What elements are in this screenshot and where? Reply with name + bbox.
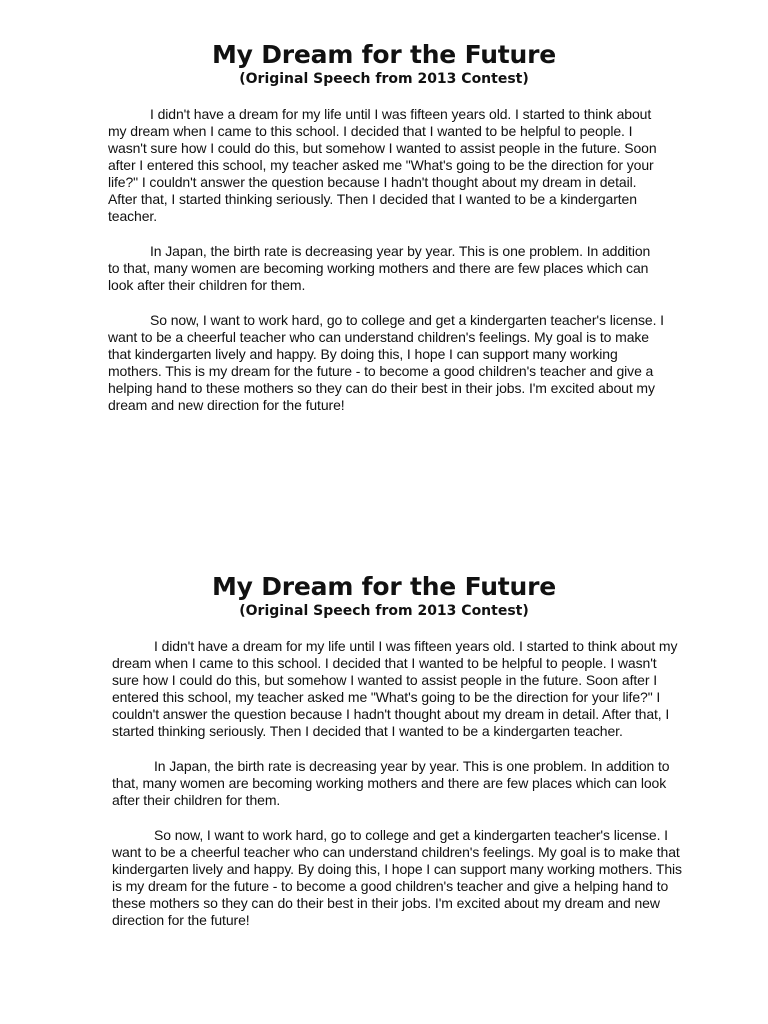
speech-paragraph-2: In Japan, the birth rate is decreasing year by year. This is one problem. In addition to that, many women are becoming working mothers and there are few places which can look after their children for them. bbox=[112, 758, 670, 808]
speech-title: My Dream for the Future bbox=[211, 572, 557, 601]
speech-subtitle: (Original Speech from 2013 Contest) bbox=[239, 603, 529, 619]
speech-paragraph-1: I didn't have a dream for my life until I was fifteen years old. I started to think about my dream when I came to this school. I decided that I wanted to be helpful to people. I wasn't sure how I could do this, but somehow I wanted to assist people in the future. Soon after I entered this school, my teacher asked me "What's going to be the direction for your life?" I couldn't answer the question because I hadn't thought about my dream in detail. After that, I started thinking seriously. Then I decided that I wanted to be a kindergarten teacher. bbox=[108, 106, 657, 224]
speech-body bbox=[0, 106, 768, 414]
speech-paragraph-3: So now, I want to work hard, go to college and get a kindergarten teacher's license. I want to be a cheerful teacher who can understand children's feelings. My goal is to make that kindergarten lively and happy. By doing this, I hope I can support many working mothers. This is my dream for the future - to become a good children's teacher and give a helping hand to these mothers so they can do their best in their jobs. I'm excited about my dream and new direction for the future! bbox=[112, 827, 682, 928]
speech-copy-bottom bbox=[0, 572, 768, 929]
speech-paragraph-1: I didn't have a dream for my life until I was fifteen years old. I started to think about my dream when I came to this school. I decided that I wanted to be helpful to people. I wasn't sure how I could do this, but somehow I wanted to assist people in the future. Soon after I entered this school, my teacher asked me "What's going to be the direction for your life?" I couldn't answer the question because I hadn't thought about my dream in detail. After that, I started thinking seriously. Then I decided that I wanted to be a kindergarten teacher. bbox=[112, 638, 678, 739]
speech-body bbox=[0, 638, 768, 929]
speech-copy-top bbox=[0, 40, 768, 414]
speech-paragraph-2: In Japan, the birth rate is decreasing year by year. This is one problem. In addition to that, many women are becoming working mothers and there are few places which can look after their children for them. bbox=[108, 243, 651, 293]
speech-subtitle: (Original Speech from 2013 Contest) bbox=[239, 71, 529, 87]
speech-title: My Dream for the Future bbox=[211, 40, 557, 69]
speech-paragraph-3: So now, I want to work hard, go to college and get a kindergarten teacher's license. I want to be a cheerful teacher who can understand children's feelings. My goal is to make that kindergarten lively and happy. By doing this, I hope I can support many working mothers. This is my dream for the future - to become a good children's teacher and give a helping hand to these mothers so they can do their best in their jobs. I'm excited about my dream and new direction for the future! bbox=[108, 312, 664, 413]
